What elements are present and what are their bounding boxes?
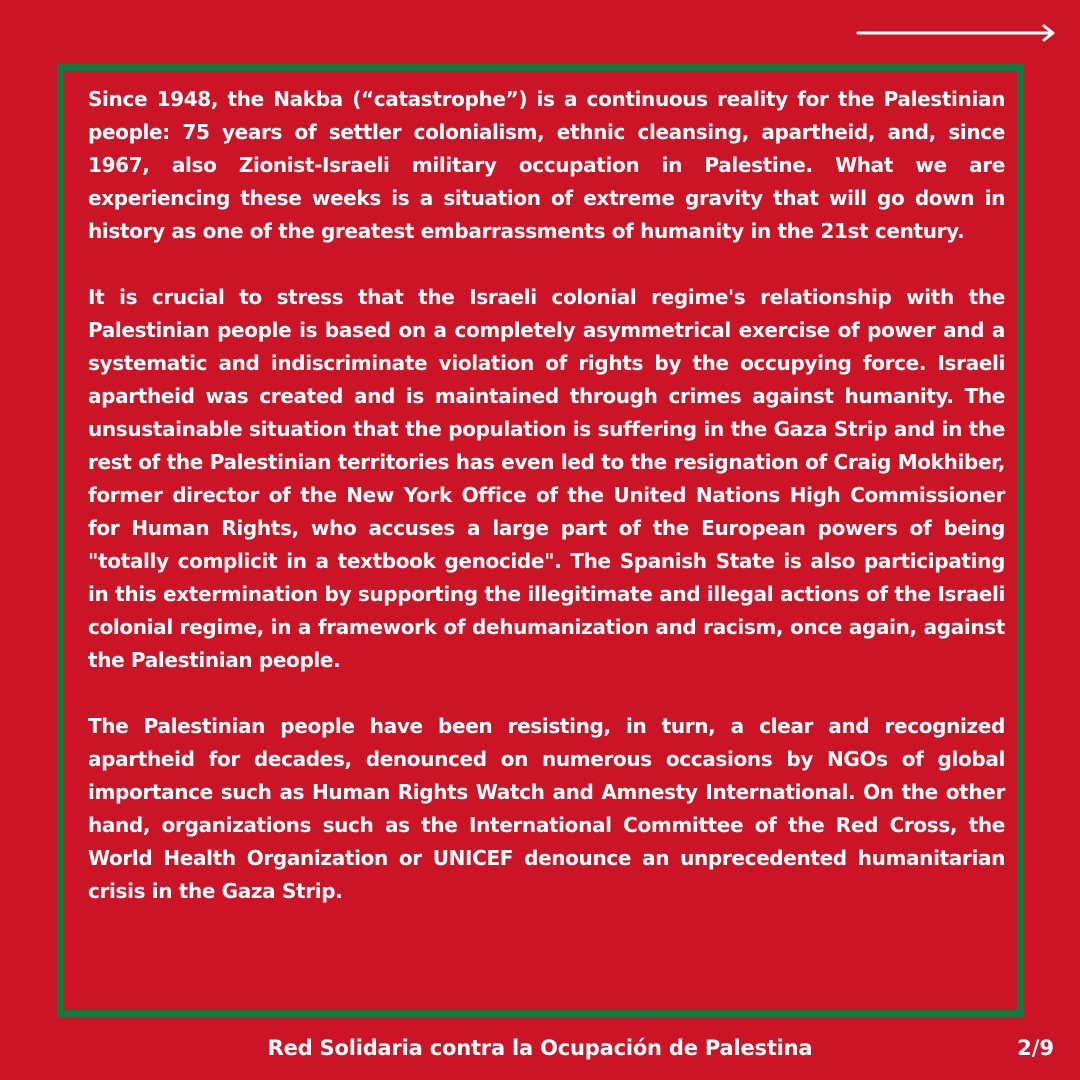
body-text (88, 83, 1005, 908)
paragraph-3: The Palestinian people have been resisting, in turn, a clear and recognized apartheid for decades, denounced on numerous occasions by NGOs of global importance such as Human Rights Watch and Amnesty International. On the other hand, organizations such as the International Committee of the Red Cross, the World Health Organization or UNICEF denounce an unprecedented humanitarian crisis in the Gaza Strip. (88, 714, 1005, 903)
page-indicator: 2/9 (1017, 1036, 1054, 1060)
paragraph-1: Since 1948, the Nakba (“catastrophe”) is a continuous reality for the Palestinian people: 75 years of settler colonialism, ethnic cleansing, apartheid, and, since 1967, also Zionist-Israeli military occupation in Palestine. What we are experiencing these weeks is a situation of extreme gravity that will go down in history as one of the greatest embarrassments of humanity in the 21st century. (88, 87, 1005, 243)
arrow-right-icon[interactable] (856, 22, 1058, 44)
organization-name: Red Solidaria contra la Ocupación de Palestina (267, 1036, 813, 1060)
paragraph-2: It is crucial to stress that the Israeli colonial regime's relationship with the Palestinian people is based on a completely asymmetrical exercise of power and a systematic and indiscriminate violation of rights by the occupying force. Israeli apartheid was created and is maintained through crimes against humanity. The unsustainable situation that the population is suffering in the Gaza Strip and in the rest of the Palestinian territories has even led to the resignation of Craig Mokhiber, former director of the New York Office of the United Nations High Commissioner for Human Rights, who accuses a large part of the European powers of being "totally complicit in a textbook genocide". The Spanish State is also participating in this extermination by supporting the illegitimate and illegal actions of the Israeli colonial regime, in a framework of dehumanization and racism, once again, against the Palestinian people. (88, 285, 1005, 672)
content-frame (57, 64, 1024, 1017)
